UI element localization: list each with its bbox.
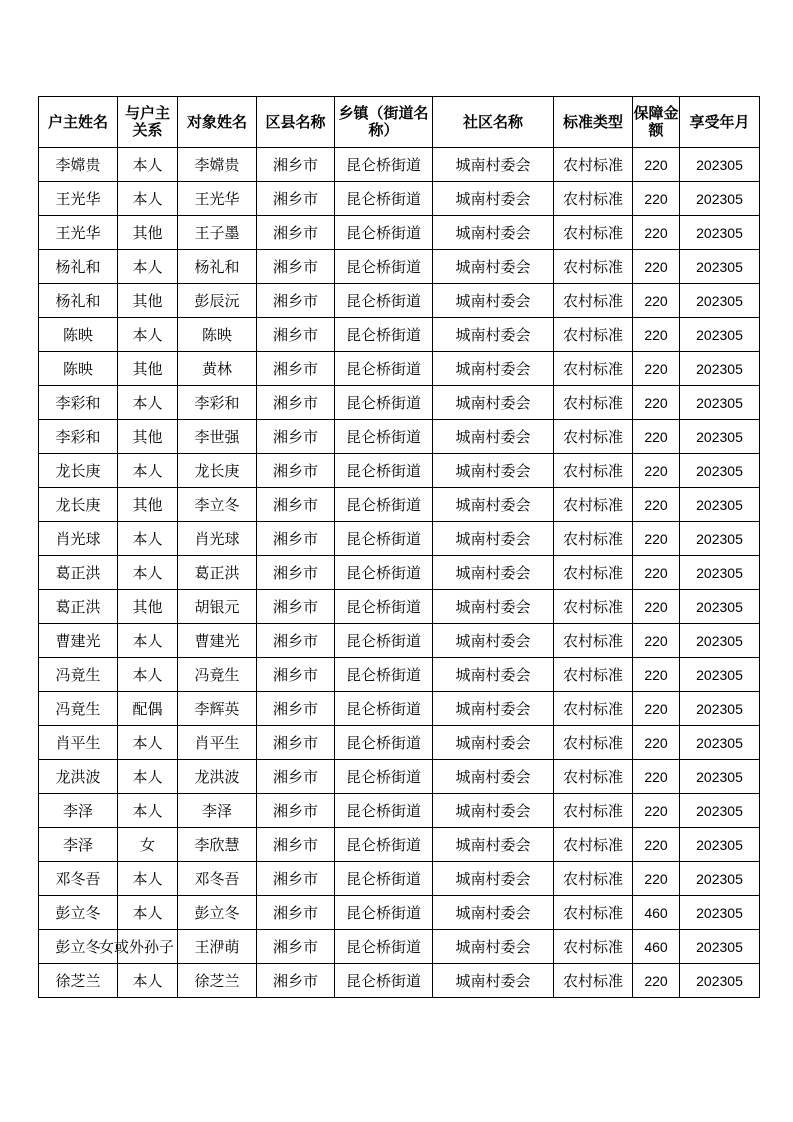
cell-amount: 220 — [633, 148, 680, 182]
cell-town: 昆仑桥街道 — [335, 250, 433, 284]
cell-relation: 本人 — [118, 964, 178, 998]
cell-amount: 220 — [633, 352, 680, 386]
cell-county: 湘乡市 — [257, 760, 335, 794]
cell-county: 湘乡市 — [257, 964, 335, 998]
cell-period: 202305 — [680, 556, 760, 590]
cell-household-head: 肖平生 — [39, 726, 118, 760]
table-row — [39, 318, 760, 352]
cell-relation: 本人 — [118, 658, 178, 692]
cell-community: 城南村委会 — [433, 794, 554, 828]
cell-relation: 本人 — [118, 182, 178, 216]
cell-town: 昆仑桥街道 — [335, 590, 433, 624]
cell-community: 城南村委会 — [433, 182, 554, 216]
cell-household-head: 冯竟生 — [39, 692, 118, 726]
cell-period: 202305 — [680, 318, 760, 352]
cell-recipient-name: 杨礼和 — [178, 250, 257, 284]
header-community: 社区名称 — [433, 97, 554, 148]
cell-recipient-name: 彭辰沅 — [178, 284, 257, 318]
cell-period: 202305 — [680, 488, 760, 522]
cell-county: 湘乡市 — [257, 828, 335, 862]
cell-county: 湘乡市 — [257, 386, 335, 420]
table-row — [39, 454, 760, 488]
cell-amount: 220 — [633, 964, 680, 998]
cell-household-head: 李彩和 — [39, 420, 118, 454]
cell-relation: 其他 — [118, 488, 178, 522]
cell-household-head: 杨礼和 — [39, 250, 118, 284]
cell-amount: 220 — [633, 420, 680, 454]
cell-amount: 220 — [633, 182, 680, 216]
cell-standard-type: 农村标准 — [554, 658, 633, 692]
header-town: 乡镇（街道名称） — [335, 97, 433, 148]
table-row — [39, 386, 760, 420]
table-row — [39, 964, 760, 998]
cell-amount: 220 — [633, 828, 680, 862]
cell-period: 202305 — [680, 896, 760, 930]
cell-town: 昆仑桥街道 — [335, 522, 433, 556]
cell-recipient-name: 陈映 — [178, 318, 257, 352]
cell-relation: 本人 — [118, 148, 178, 182]
cell-standard-type: 农村标准 — [554, 318, 633, 352]
cell-standard-type: 农村标准 — [554, 590, 633, 624]
cell-town: 昆仑桥街道 — [335, 284, 433, 318]
cell-town: 昆仑桥街道 — [335, 556, 433, 590]
cell-period: 202305 — [680, 658, 760, 692]
cell-standard-type: 农村标准 — [554, 216, 633, 250]
cell-standard-type: 农村标准 — [554, 250, 633, 284]
cell-period: 202305 — [680, 386, 760, 420]
cell-standard-type: 农村标准 — [554, 420, 633, 454]
cell-county: 湘乡市 — [257, 522, 335, 556]
cell-recipient-name: 邓冬吾 — [178, 862, 257, 896]
cell-recipient-name: 徐芝兰 — [178, 964, 257, 998]
cell-period: 202305 — [680, 284, 760, 318]
cell-period: 202305 — [680, 794, 760, 828]
cell-household-head: 彭立冬 — [39, 930, 118, 964]
cell-community: 城南村委会 — [433, 930, 554, 964]
cell-county: 湘乡市 — [257, 318, 335, 352]
cell-county: 湘乡市 — [257, 624, 335, 658]
cell-standard-type: 农村标准 — [554, 896, 633, 930]
cell-relation: 本人 — [118, 726, 178, 760]
header-household-head: 户主姓名 — [39, 97, 118, 148]
cell-relation — [98, 930, 178, 964]
cell-county: 湘乡市 — [257, 352, 335, 386]
cell-standard-type: 农村标准 — [554, 522, 633, 556]
cell-standard-type: 农村标准 — [554, 692, 633, 726]
table-row — [39, 828, 760, 862]
cell-period: 202305 — [680, 148, 760, 182]
cell-period: 202305 — [680, 454, 760, 488]
cell-county: 湘乡市 — [257, 454, 335, 488]
cell-standard-type: 农村标准 — [554, 352, 633, 386]
cell-standard-type: 农村标准 — [554, 488, 633, 522]
cell-period: 202305 — [680, 692, 760, 726]
cell-town: 昆仑桥街道 — [335, 352, 433, 386]
cell-period: 202305 — [680, 726, 760, 760]
table-row — [39, 760, 760, 794]
cell-standard-type: 农村标准 — [554, 726, 633, 760]
cell-recipient-name: 李世强 — [178, 420, 257, 454]
cell-town: 昆仑桥街道 — [335, 930, 433, 964]
header-amount: 保障金额 — [633, 97, 680, 148]
cell-relation: 其他 — [118, 216, 178, 250]
cell-community: 城南村委会 — [433, 420, 554, 454]
cell-amount: 220 — [633, 794, 680, 828]
cell-relation: 其他 — [118, 284, 178, 318]
cell-amount: 460 — [633, 930, 680, 964]
cell-household-head: 李嫦贵 — [39, 148, 118, 182]
cell-period: 202305 — [680, 352, 760, 386]
table-row — [39, 488, 760, 522]
cell-community: 城南村委会 — [433, 386, 554, 420]
cell-county: 湘乡市 — [257, 726, 335, 760]
cell-standard-type: 农村标准 — [554, 148, 633, 182]
cell-amount: 220 — [633, 726, 680, 760]
cell-period: 202305 — [680, 216, 760, 250]
cell-period: 202305 — [680, 828, 760, 862]
cell-community: 城南村委会 — [433, 658, 554, 692]
cell-relation: 本人 — [118, 556, 178, 590]
cell-standard-type: 农村标准 — [554, 182, 633, 216]
table-row — [39, 930, 760, 964]
cell-period: 202305 — [680, 760, 760, 794]
cell-household-head: 彭立冬 — [39, 896, 118, 930]
table-row — [39, 182, 760, 216]
cell-relation: 配偶 — [118, 692, 178, 726]
cell-household-head: 陈映 — [39, 352, 118, 386]
cell-recipient-name: 王光华 — [178, 182, 257, 216]
table-row — [39, 216, 760, 250]
cell-household-head: 龙长庚 — [39, 488, 118, 522]
cell-standard-type: 农村标准 — [554, 930, 633, 964]
cell-county: 湘乡市 — [257, 896, 335, 930]
table-row — [39, 556, 760, 590]
cell-standard-type: 农村标准 — [554, 760, 633, 794]
cell-amount: 220 — [633, 590, 680, 624]
table-row — [39, 148, 760, 182]
cell-household-head: 李泽 — [39, 794, 118, 828]
cell-amount: 220 — [633, 522, 680, 556]
cell-relation: 本人 — [118, 760, 178, 794]
cell-period: 202305 — [680, 624, 760, 658]
cell-county: 湘乡市 — [257, 488, 335, 522]
cell-period: 202305 — [680, 862, 760, 896]
cell-community: 城南村委会 — [433, 590, 554, 624]
cell-standard-type: 农村标准 — [554, 454, 633, 488]
cell-town: 昆仑桥街道 — [335, 828, 433, 862]
cell-town: 昆仑桥街道 — [335, 760, 433, 794]
table-row — [39, 896, 760, 930]
table-row — [39, 624, 760, 658]
cell-recipient-name: 肖光球 — [178, 522, 257, 556]
cell-amount: 220 — [633, 454, 680, 488]
cell-household-head: 曹建光 — [39, 624, 118, 658]
cell-standard-type: 农村标准 — [554, 386, 633, 420]
cell-county: 湘乡市 — [257, 284, 335, 318]
cell-community: 城南村委会 — [433, 964, 554, 998]
cell-period: 202305 — [680, 930, 760, 964]
cell-standard-type: 农村标准 — [554, 624, 633, 658]
cell-period: 202305 — [680, 522, 760, 556]
cell-relation-text: 女或外孙子 — [98, 938, 174, 956]
cell-community: 城南村委会 — [433, 454, 554, 488]
cell-relation: 其他 — [118, 420, 178, 454]
cell-standard-type: 农村标准 — [554, 862, 633, 896]
cell-recipient-name: 王洢萌 — [178, 930, 257, 964]
cell-amount: 220 — [633, 318, 680, 352]
cell-household-head: 葛正洪 — [39, 590, 118, 624]
cell-period: 202305 — [680, 182, 760, 216]
cell-period: 202305 — [680, 420, 760, 454]
cell-community: 城南村委会 — [433, 624, 554, 658]
cell-county: 湘乡市 — [257, 692, 335, 726]
cell-amount: 220 — [633, 556, 680, 590]
table-row — [39, 522, 760, 556]
header-standard-type: 标准类型 — [554, 97, 633, 148]
cell-community: 城南村委会 — [433, 352, 554, 386]
cell-amount: 220 — [633, 862, 680, 896]
table-row — [39, 420, 760, 454]
cell-household-head: 邓冬吾 — [39, 862, 118, 896]
cell-household-head: 王光华 — [39, 182, 118, 216]
cell-community: 城南村委会 — [433, 318, 554, 352]
table-row — [39, 250, 760, 284]
cell-relation: 本人 — [118, 896, 178, 930]
cell-amount: 220 — [633, 624, 680, 658]
cell-community: 城南村委会 — [433, 522, 554, 556]
cell-community: 城南村委会 — [433, 216, 554, 250]
cell-town: 昆仑桥街道 — [335, 318, 433, 352]
cell-household-head: 龙长庚 — [39, 454, 118, 488]
cell-household-head: 李泽 — [39, 828, 118, 862]
header-row — [39, 97, 760, 148]
cell-recipient-name: 彭立冬 — [178, 896, 257, 930]
cell-period: 202305 — [680, 250, 760, 284]
table-row — [39, 284, 760, 318]
cell-recipient-name: 冯竟生 — [178, 658, 257, 692]
cell-relation: 本人 — [118, 386, 178, 420]
cell-relation: 其他 — [118, 590, 178, 624]
cell-household-head: 冯竟生 — [39, 658, 118, 692]
cell-community: 城南村委会 — [433, 692, 554, 726]
cell-recipient-name: 葛正洪 — [178, 556, 257, 590]
cell-town: 昆仑桥街道 — [335, 862, 433, 896]
cell-recipient-name: 龙长庚 — [178, 454, 257, 488]
table-body — [39, 148, 760, 998]
header-county: 区县名称 — [257, 97, 335, 148]
cell-county: 湘乡市 — [257, 182, 335, 216]
cell-recipient-name: 王子墨 — [178, 216, 257, 250]
cell-standard-type: 农村标准 — [554, 556, 633, 590]
cell-county: 湘乡市 — [257, 148, 335, 182]
cell-town: 昆仑桥街道 — [335, 624, 433, 658]
cell-town: 昆仑桥街道 — [335, 964, 433, 998]
cell-recipient-name: 李辉英 — [178, 692, 257, 726]
cell-town: 昆仑桥街道 — [335, 896, 433, 930]
cell-relation: 本人 — [118, 454, 178, 488]
cell-standard-type: 农村标准 — [554, 828, 633, 862]
cell-community: 城南村委会 — [433, 760, 554, 794]
cell-amount: 220 — [633, 488, 680, 522]
cell-community: 城南村委会 — [433, 556, 554, 590]
cell-town: 昆仑桥街道 — [335, 794, 433, 828]
cell-amount: 220 — [633, 250, 680, 284]
cell-community: 城南村委会 — [433, 862, 554, 896]
table-row — [39, 794, 760, 828]
table-row — [39, 726, 760, 760]
cell-amount: 220 — [633, 692, 680, 726]
cell-county: 湘乡市 — [257, 250, 335, 284]
cell-amount: 220 — [633, 760, 680, 794]
cell-town: 昆仑桥街道 — [335, 488, 433, 522]
header-recipient-name: 对象姓名 — [178, 97, 257, 148]
cell-recipient-name: 肖平生 — [178, 726, 257, 760]
cell-recipient-name: 李泽 — [178, 794, 257, 828]
cell-recipient-name: 黄林 — [178, 352, 257, 386]
cell-household-head: 龙洪波 — [39, 760, 118, 794]
cell-relation: 本人 — [118, 522, 178, 556]
cell-household-head: 李彩和 — [39, 386, 118, 420]
cell-town: 昆仑桥街道 — [335, 182, 433, 216]
cell-recipient-name: 胡银元 — [178, 590, 257, 624]
cell-period: 202305 — [680, 964, 760, 998]
table-row — [39, 658, 760, 692]
cell-household-head: 王光华 — [39, 216, 118, 250]
cell-relation: 本人 — [118, 318, 178, 352]
cell-household-head: 杨礼和 — [39, 284, 118, 318]
cell-community: 城南村委会 — [433, 828, 554, 862]
cell-county: 湘乡市 — [257, 590, 335, 624]
cell-county: 湘乡市 — [257, 420, 335, 454]
cell-town: 昆仑桥街道 — [335, 726, 433, 760]
table-row — [39, 692, 760, 726]
cell-household-head: 徐芝兰 — [39, 964, 118, 998]
cell-town: 昆仑桥街道 — [335, 216, 433, 250]
cell-county: 湘乡市 — [257, 658, 335, 692]
cell-town: 昆仑桥街道 — [335, 148, 433, 182]
cell-household-head: 陈映 — [39, 318, 118, 352]
cell-standard-type: 农村标准 — [554, 284, 633, 318]
cell-county: 湘乡市 — [257, 216, 335, 250]
table-row — [39, 352, 760, 386]
header-period: 享受年月 — [680, 97, 760, 148]
cell-community: 城南村委会 — [433, 148, 554, 182]
cell-recipient-name: 龙洪波 — [178, 760, 257, 794]
cell-community: 城南村委会 — [433, 896, 554, 930]
assistance-roster-table — [38, 96, 760, 998]
cell-county: 湘乡市 — [257, 930, 335, 964]
cell-town: 昆仑桥街道 — [335, 692, 433, 726]
table-row — [39, 590, 760, 624]
cell-community: 城南村委会 — [433, 284, 554, 318]
cell-amount: 220 — [633, 216, 680, 250]
table-row — [39, 862, 760, 896]
cell-amount: 220 — [633, 284, 680, 318]
cell-relation: 本人 — [118, 250, 178, 284]
cell-relation: 本人 — [118, 794, 178, 828]
cell-county: 湘乡市 — [257, 794, 335, 828]
cell-amount: 220 — [633, 658, 680, 692]
cell-town: 昆仑桥街道 — [335, 658, 433, 692]
cell-relation: 女 — [118, 828, 178, 862]
cell-county: 湘乡市 — [257, 862, 335, 896]
cell-amount: 460 — [633, 896, 680, 930]
cell-town: 昆仑桥街道 — [335, 386, 433, 420]
cell-amount: 220 — [633, 386, 680, 420]
cell-community: 城南村委会 — [433, 726, 554, 760]
cell-recipient-name: 李嫦贵 — [178, 148, 257, 182]
cell-household-head: 肖光球 — [39, 522, 118, 556]
cell-county: 湘乡市 — [257, 556, 335, 590]
cell-relation: 本人 — [118, 624, 178, 658]
cell-community: 城南村委会 — [433, 488, 554, 522]
cell-household-head: 葛正洪 — [39, 556, 118, 590]
cell-recipient-name: 李彩和 — [178, 386, 257, 420]
cell-town: 昆仑桥街道 — [335, 420, 433, 454]
cell-community: 城南村委会 — [433, 250, 554, 284]
cell-period: 202305 — [680, 590, 760, 624]
cell-town: 昆仑桥街道 — [335, 454, 433, 488]
cell-relation: 本人 — [118, 862, 178, 896]
cell-standard-type: 农村标准 — [554, 964, 633, 998]
cell-relation: 其他 — [118, 352, 178, 386]
cell-recipient-name: 李欣慧 — [178, 828, 257, 862]
cell-recipient-name: 曹建光 — [178, 624, 257, 658]
cell-standard-type: 农村标准 — [554, 794, 633, 828]
cell-recipient-name: 李立冬 — [178, 488, 257, 522]
header-relation: 与户主关系 — [118, 97, 178, 148]
